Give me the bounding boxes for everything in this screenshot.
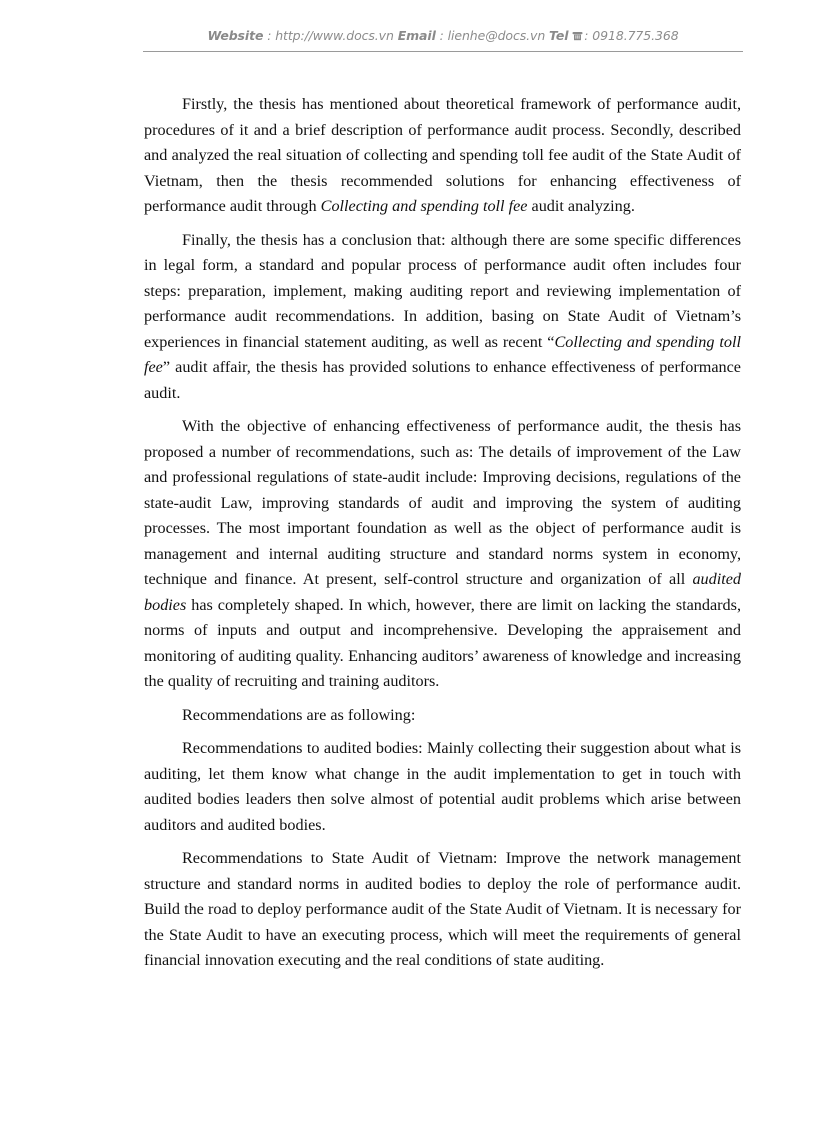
tel-label: Tel xyxy=(549,28,569,43)
website-url[interactable]: : http://www.docs.vn xyxy=(263,28,398,43)
text-segment: has completely shaped. In which, however, there are limit on lacking the standards, norms of inputs and output and incomprehensive. Developing the appraisement and monitoring of auditing quality. Enhancing auditors’ awareness of knowledge and increasing the quality of recruiting and training auditors. xyxy=(144,595,741,690)
text-segment: ” audit affair, the thesis has provided solutions to enhance effectiveness of performance audit. xyxy=(144,358,741,402)
page-header xyxy=(143,28,743,43)
italic-segment: Collecting and spending toll fee xyxy=(320,197,528,215)
paragraph-objective xyxy=(144,414,741,695)
email-label: Email xyxy=(397,28,436,43)
text-segment: audit analyzing. xyxy=(527,197,635,215)
text-segment: Recommendations to State Audit of Vietnam: Improve the network management structure and standard norms in audited bodies to deploy the role of performance audit. Build the road to deploy performance audit of the State Audit of Vietnam. It is necessary for the State Audit to have an executing process, which will meet the requirements of general financial innovation executing and the real conditions of state auditing. xyxy=(144,849,741,969)
text-segment: With the objective of enhancing effectiveness of performance audit, the thesis has proposed a number of recommendations, such as: The details of improvement of the Law and professional regulations of state-audit include: Improving decisions, regulations of the state-audit Law, improving standards of audit and improving the system of auditing processes. The most important foundation as well as the object of performance audit is management and internal auditing structure and standard norms system in economy, technique and finance. At present, self-control structure and organization of all xyxy=(144,417,741,588)
paragraph-recommendations-intro xyxy=(144,703,741,729)
tel-number: : 0918.775.368 xyxy=(584,28,679,43)
paragraph-recommendations-state-audit xyxy=(144,846,741,974)
document-body xyxy=(144,92,741,982)
italic-segment: audited bodies xyxy=(144,570,741,614)
header-divider xyxy=(143,51,743,52)
website-label: Website xyxy=(207,28,264,43)
paragraph-summary-firstly xyxy=(144,92,741,220)
text-segment: Recommendations to audited bodies: Mainly collecting their suggestion about what is auditing, let them know what change in the audit implementation to get in touch with audited bodies leaders then solve almost of potential audit problems which arise between auditors and audited bodies. xyxy=(144,739,741,834)
paragraph-conclusion xyxy=(144,228,741,407)
text-segment: Recommendations are as following: xyxy=(182,705,416,724)
italic-segment: Collecting and spending toll fee xyxy=(144,332,741,376)
paragraph-recommendations-audited-bodies xyxy=(144,736,741,838)
telephone-icon xyxy=(572,31,583,41)
text-segment: Firstly, the thesis has mentioned about theoretical framework of performance audit, procedures of it and a brief description of performance audit process. Secondly, described and analyzed the real situation of collecting and spending toll fee audit of the State Audit of Vietnam, then the thesis recommended solutions for enhancing effectiveness of performance audit through xyxy=(144,95,741,215)
text-segment: Finally, the thesis has a conclusion that: although there are some specific differences in legal form, a standard and popular process of performance audit often includes four steps: preparation, implement, making auditing report and reviewing implementation of performance audit recommendations. In addition, basing on State Audit of Vietnam’s experiences in financial statement auditing, as well as recent “ xyxy=(144,230,741,351)
email-address[interactable]: : lienhe@docs.vn xyxy=(435,28,550,43)
